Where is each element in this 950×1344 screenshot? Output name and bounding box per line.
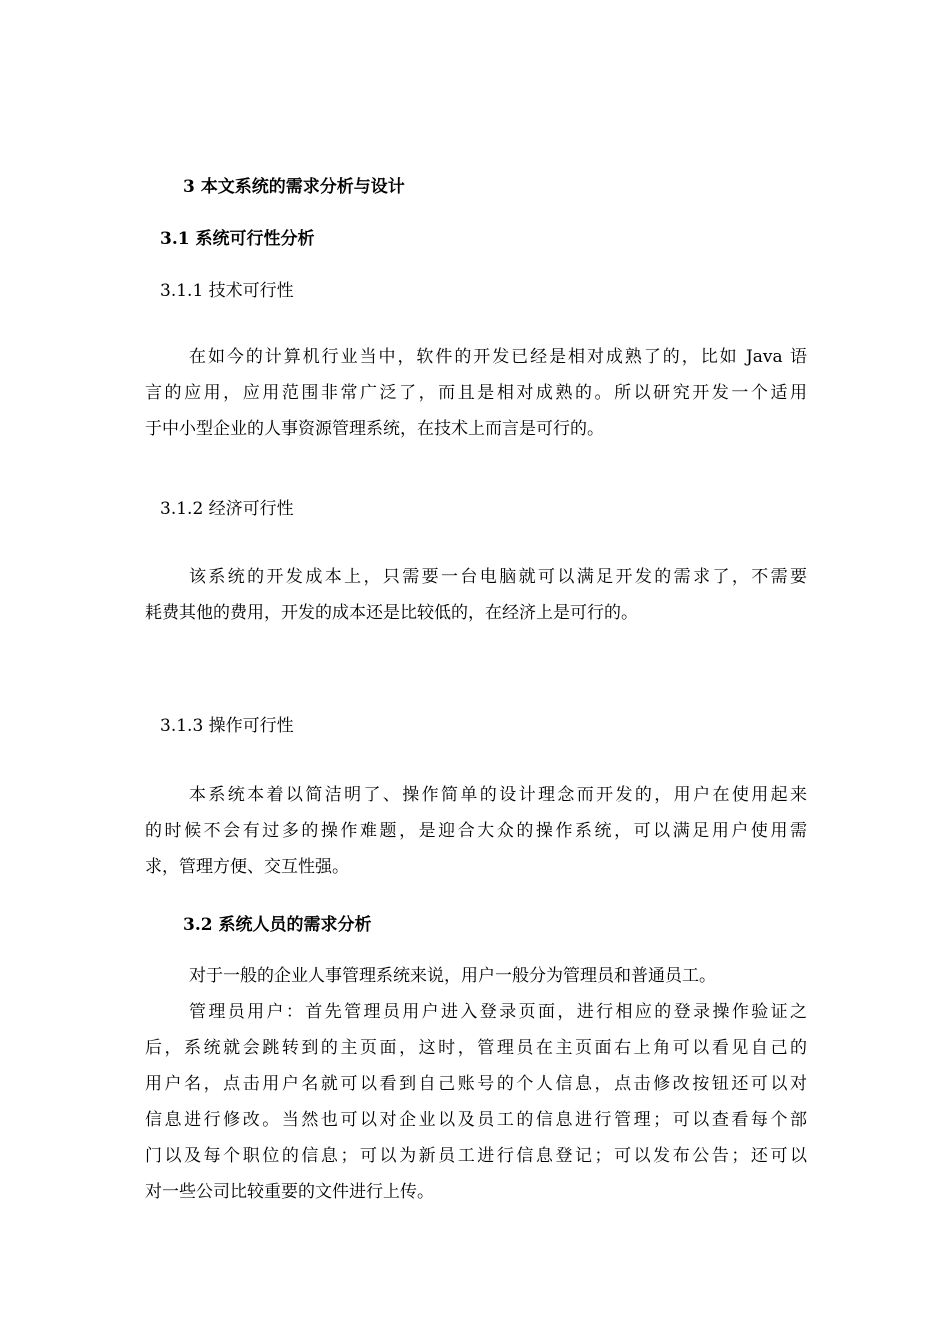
paragraph-line: 耗费其他的费用，开发的成本还是比较低的，在经济上是可行的。 — [145, 603, 638, 623]
paragraph-economic-feasibility — [145, 559, 807, 631]
paragraph-line: 用户名，点击用户名就可以看到自己账号的个人信息，点击修改按钮还可以对 — [145, 1074, 807, 1094]
paragraph-line: 后，系统就会跳转到的主页面，这时，管理员在主页面右上角可以看见自己的 — [145, 1038, 807, 1058]
chapter-heading: 3 本文系统的需求分析与设计 — [183, 177, 405, 197]
paragraph-line: 的时候不会有过多的操作难题，是迎合大众的操作系统，可以满足用户使用需 — [145, 821, 807, 841]
paragraph-admin-user — [145, 994, 807, 1210]
section-heading-3-2: 3.2 系统人员的需求分析 — [183, 915, 372, 935]
subsection-heading-3-1-1: 3.1.1 技术可行性 — [160, 281, 294, 301]
section-heading-3-1: 3.1 系统可行性分析 — [160, 229, 315, 249]
paragraph-operational-feasibility — [145, 777, 807, 885]
paragraph-technical-feasibility — [145, 339, 807, 447]
paragraph-line: 本系统本着以简洁明了、操作简单的设计理念而开发的，用户在使用起来 — [189, 785, 807, 805]
paragraph-line: 对于一般的企业人事管理系统来说，用户一般分为管理员和普通员工。 — [189, 966, 716, 986]
paragraph-line: 信息进行修改。当然也可以对企业以及员工的信息进行管理；可以查看每个部 — [145, 1110, 807, 1130]
subsection-heading-3-1-2: 3.1.2 经济可行性 — [160, 499, 294, 519]
paragraph-line: 该系统的开发成本上，只需要一台电脑就可以满足开发的需求了，不需要 — [189, 567, 807, 587]
paragraph-line: 管理员用户：首先管理员用户进入登录页面，进行相应的登录操作验证之 — [189, 1002, 807, 1022]
paragraph-users-intro — [145, 958, 807, 994]
paragraph-line: 门以及每个职位的信息；可以为新员工进行信息登记；可以发布公告；还可以 — [145, 1146, 807, 1166]
subsection-heading-3-1-3: 3.1.3 操作可行性 — [160, 716, 294, 736]
paragraph-line: 于中小型企业的人事资源管理系统，在技术上而言是可行的。 — [145, 419, 604, 439]
paragraph-line: 求，管理方便、交互性强。 — [145, 857, 349, 877]
paragraph-line: 在如今的计算机行业当中，软件的开发已经是相对成熟了的，比如 Java 语 — [189, 347, 807, 367]
paragraph-line: 对一些公司比较重要的文件进行上传。 — [145, 1182, 434, 1202]
paragraph-line: 言的应用，应用范围非常广泛了，而且是相对成熟的。所以研究开发一个适用 — [145, 383, 807, 403]
